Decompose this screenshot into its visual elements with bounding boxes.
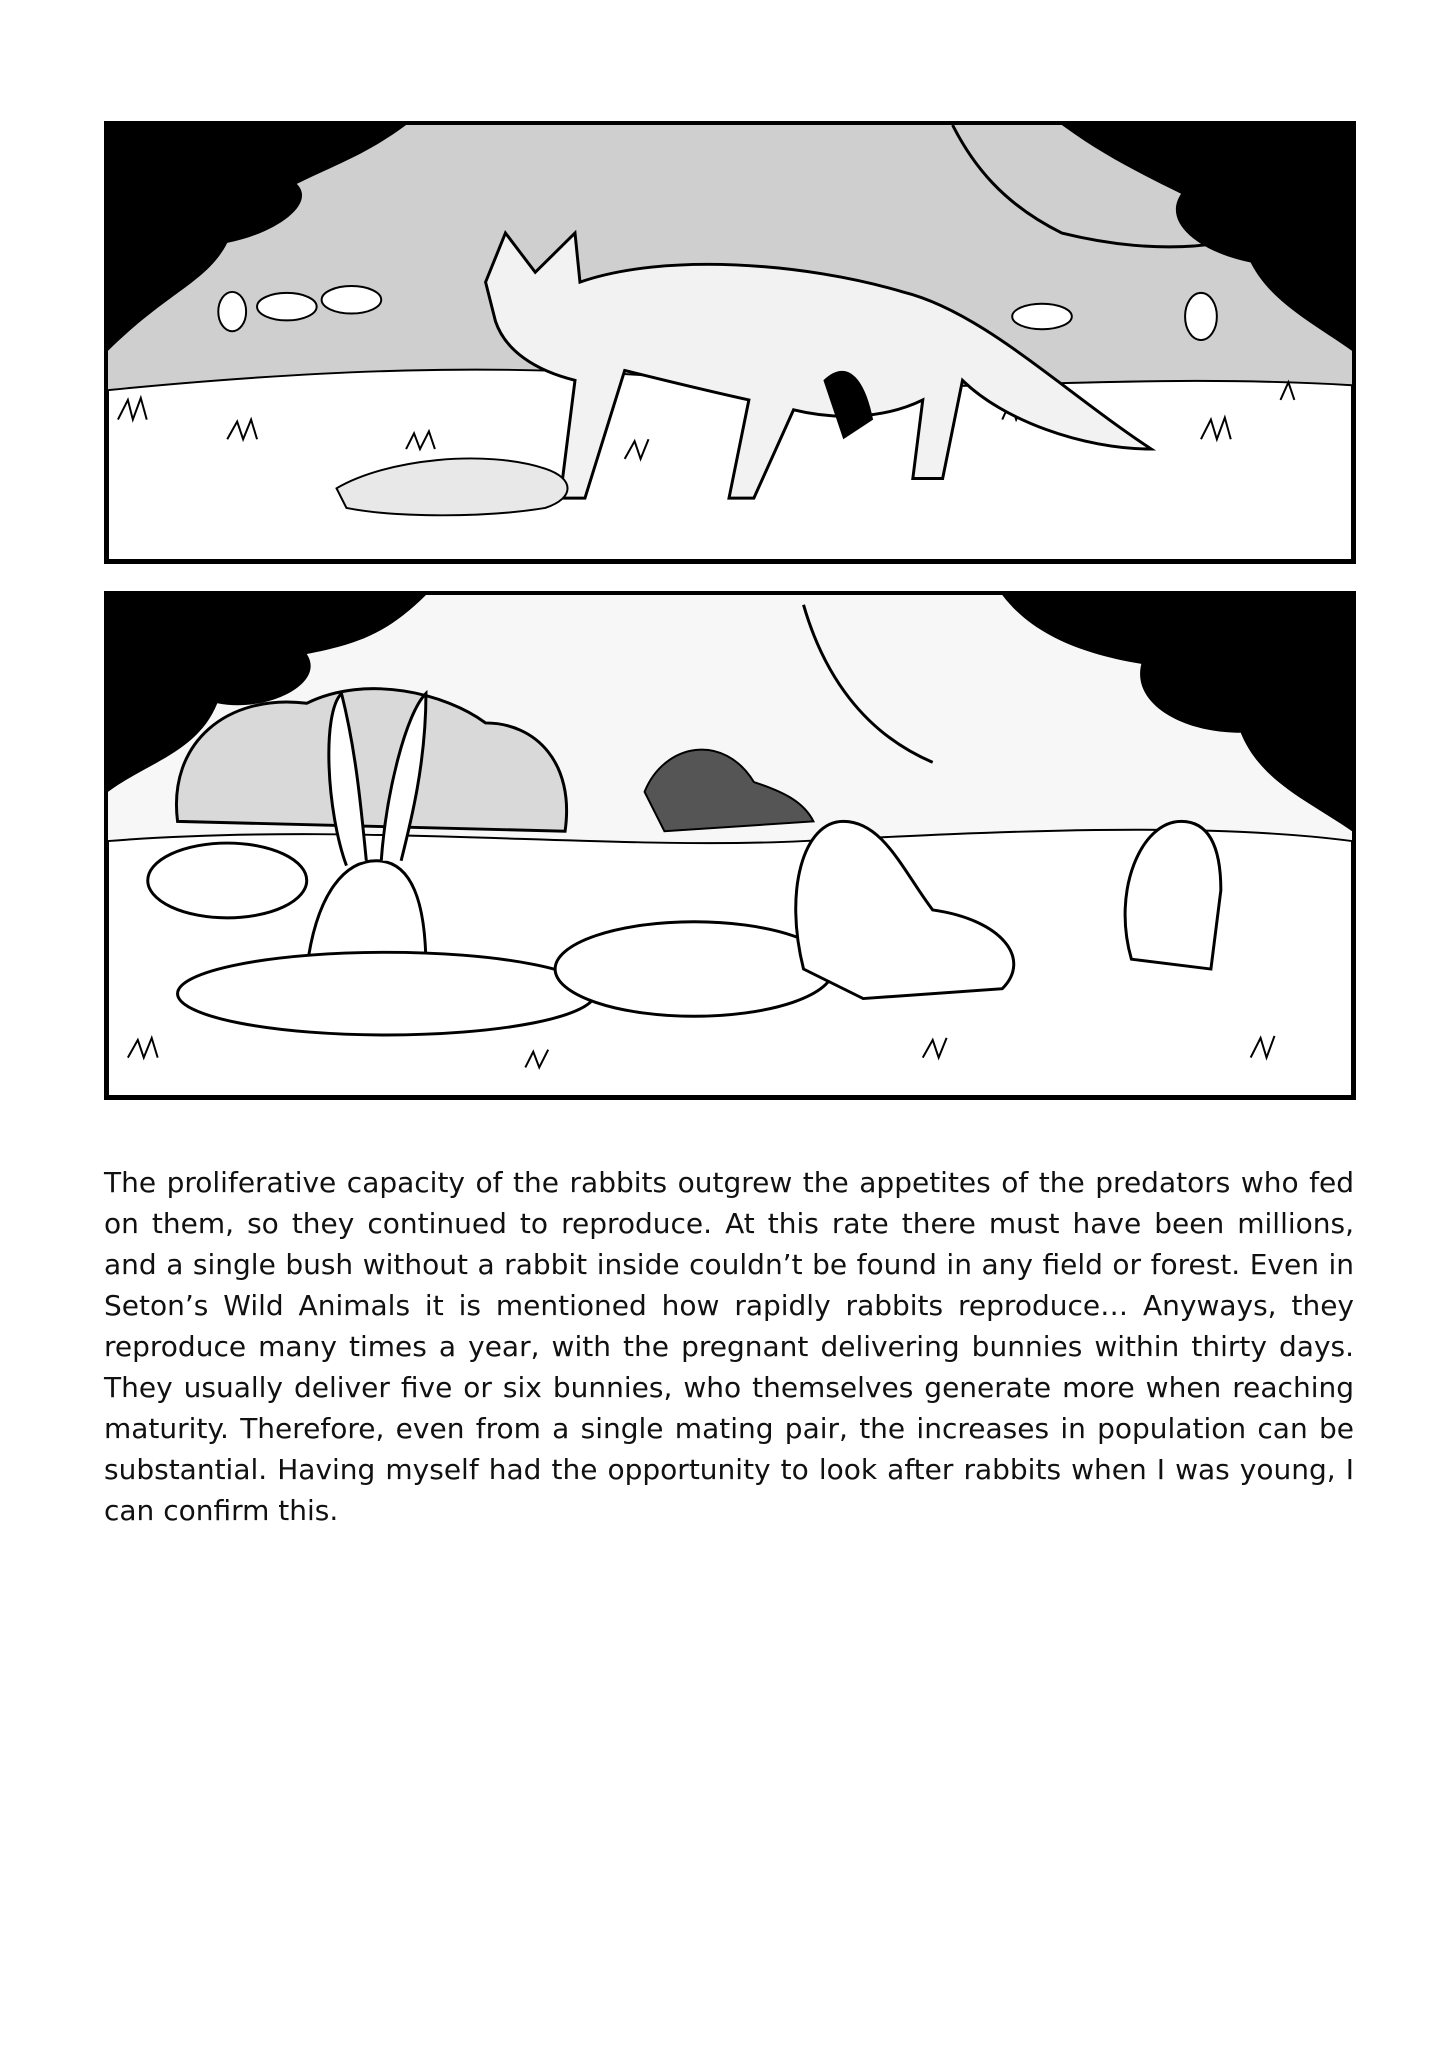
comic-panel-2 (104, 591, 1356, 1100)
rabbits-meadow-illustration (108, 595, 1352, 1096)
fox-eating-rabbit-illustration (108, 125, 1352, 560)
narration-text: The proliferative capacity of the rabbits outgrew the appetites of the predators who fed on them, so they continued to reproduce. At this rate there must have been millions, and a single bush without a rabbit inside couldn’t be found in any field or forest. Even in Seton’s Wild Animals it is mentioned how rapidly rabbits reproduce… Anyways, they reproduce many times a year, with the pregnant delivering bunnies within thirty days. They usually deliver five or six bunnies, who themselves generate more when reaching maturity. Therefore, even from a single mating pair, the increases in population can be substantial. Having myself had the opportunity to look after rabbits when I was young, I can confirm this. (104, 1166, 1354, 1527)
comic-panel-1 (104, 121, 1356, 564)
